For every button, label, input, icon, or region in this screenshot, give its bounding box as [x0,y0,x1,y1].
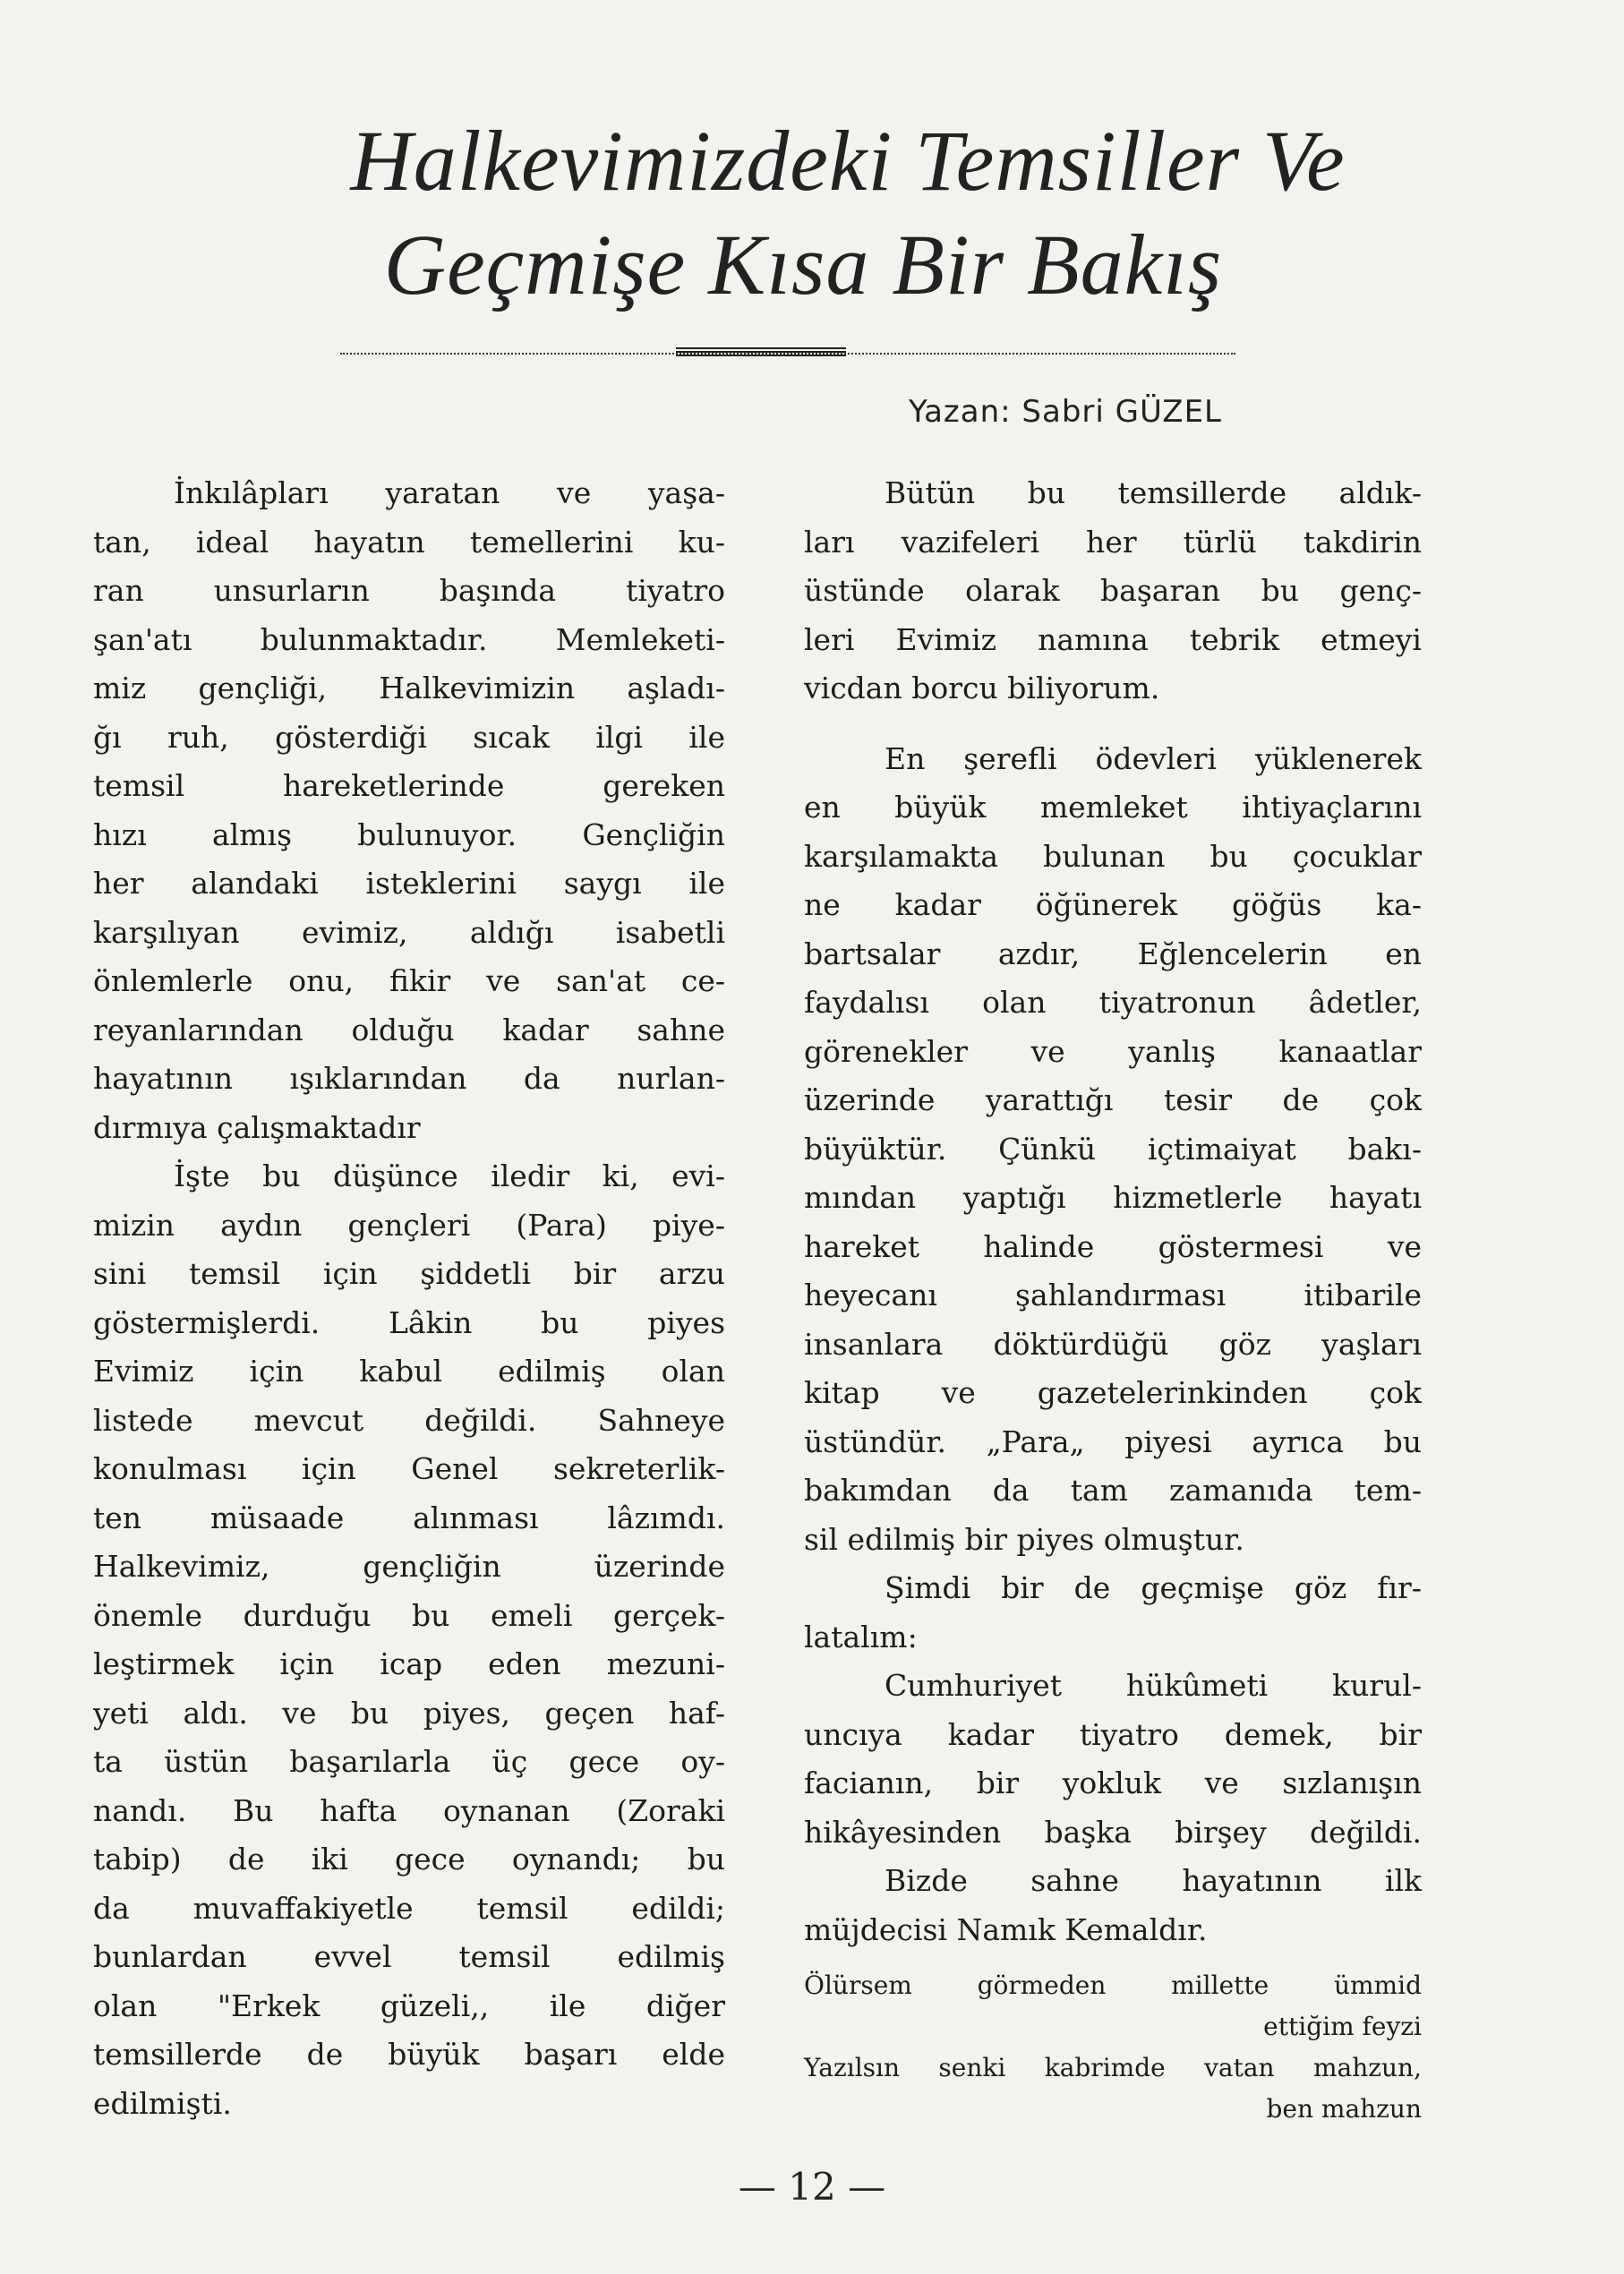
article-title-line-2: Geçmişe Kısa Bir Bakış [383,217,1223,312]
text-line: leştirmek için icap eden mezuni- [93,1646,725,1681]
text-line: olan "Erkek güzeli,, ile diğer [93,1988,725,2023]
text-line: nandı. Bu hafta oynanan (Zoraki [93,1792,725,1828]
text-line: hayatının ışıklarından da nurlan- [93,1061,725,1096]
text-line: reyanlarından olduğu kadar sahne [93,1012,725,1047]
poem-line: ben mahzun [1266,2094,1422,2124]
text-line: insanlara döktürdüğü göz yaşları [804,1326,1422,1362]
text-line: önemle durduğu bu emeli gerçek- [93,1597,725,1633]
text-line: mından yaptığı hizmetlerle hayatı [804,1180,1422,1215]
right-column [804,469,1422,1954]
text-line: sil edilmiş bir piyes olmuştur. [804,1521,1244,1557]
article-title-line-1: Halkevimizdeki Temsiller Ve [350,113,1346,209]
text-line: şan'atı bulunmaktadır. Memleketi- [93,621,725,657]
text-line: bartsalar azdır, Eğlencelerin en [804,936,1422,971]
poem-line: Ölürsem görmeden millette ümmid [804,1971,1422,2000]
text-line: listede mevcut değildi. Sahneye [93,1402,725,1438]
text-line: leri Evimiz namına tebrik etmeyi [804,621,1422,657]
text-line: temsil hareketlerinde gereken [93,768,725,803]
text-line: bakımdan da tam zamanıda tem- [804,1473,1422,1508]
text-line: en büyük memleket ihtiyaçlarını [804,790,1422,825]
text-line: facianın, bir yokluk ve sızlanışın [804,1765,1422,1800]
text-line: ne kadar öğünerek göğüs ka- [804,887,1422,922]
text-line: En şerefli ödevleri yüklenerek [885,740,1422,776]
text-line: ta üstün başarılarla üç gece oy- [93,1744,725,1779]
text-line: bunlardan evvel temsil edilmiş [93,1939,725,1974]
text-line: ran unsurların başında tiyatro [93,573,725,608]
page-number: — 12 — [738,2165,886,2209]
text-line: İşte bu düşünce iledir ki, evi- [174,1158,725,1193]
title-divider [340,347,1235,360]
text-line: üstündür. „Para„ piyesi ayrıca bu [804,1423,1422,1459]
text-line: yeti aldı. ve bu piyes, geçen haf- [93,1695,725,1731]
text-line: Halkevimiz, gençliğin üzerinde [93,1549,725,1584]
text-line: müjdecisi Namık Kemaldır. [804,1911,1208,1947]
poem-line: Yazılsın senki kabrimde vatan mahzun, [804,2053,1422,2082]
text-line: vicdan borcu biliyorum. [804,671,1160,705]
text-line: faydalısı olan tiyatronun âdetler, [804,985,1422,1020]
text-line: Evimiz için kabul edilmiş olan [93,1354,725,1389]
text-line: üstünde olarak başaran bu genç- [804,573,1422,608]
left-column [93,469,725,2128]
divider-center-bar [676,347,846,358]
text-line: heyecanı şahlandırması itibarile [804,1278,1422,1312]
text-line: latalım: [804,1619,918,1654]
text-line: Bizde sahne hayatının ilk [885,1863,1422,1898]
poem-quote [804,1965,1422,2130]
text-line: hikâyesinden başka birşey değildi. [804,1814,1422,1850]
text-line: karşılamakta bulunan bu çocuklar [804,838,1422,874]
text-line: hızı almış bulunuyor. Gençliğin [93,816,725,852]
text-line: miz gençliği, Halkevimizin aşladı- [93,671,725,705]
text-line: uncıya kadar tiyatro demek, bir [804,1716,1422,1752]
text-line: sini temsil için şiddetli bir arzu [93,1256,725,1291]
text-line: Cumhuriyet hükûmeti kurul- [885,1668,1422,1703]
text-line: İnkılâpları yaratan ve yaşa- [174,475,725,510]
text-line: da muvaffakiyetle temsil edildi; [93,1890,725,1926]
text-line: temsillerde de büyük başarı elde [93,2037,725,2072]
text-line: mizin aydın gençleri (Para) piye- [93,1207,725,1243]
text-line: büyüktür. Çünkü içtimaiyat bakı- [804,1131,1422,1167]
text-line: her alandaki isteklerini saygı ile [93,866,725,901]
text-line: Şimdi bir de geçmişe göz fır- [885,1570,1422,1605]
text-line: ları vazifeleri her türlü takdirin [804,524,1422,560]
text-line: dırmıya çalışmaktadır [93,1109,421,1145]
text-line: üzerinde yarattığı tesir de çok [804,1082,1422,1117]
text-line: önlemlerle onu, fikir ve san'at ce- [93,963,725,998]
text-line: göstermişlerdi. Lâkin bu piyes [93,1304,725,1340]
text-line: görenekler ve yanlış kanaatlar [804,1033,1422,1069]
text-line: Bütün bu temsillerde aldık- [885,475,1422,510]
text-line: tabip) de iki gece oynandı; bu [93,1842,725,1876]
text-line: ten müsaade alınması lâzımdı. [93,1500,725,1535]
text-line: kitap ve gazetelerinkinden çok [804,1375,1422,1410]
author-byline: Yazan: Sabri GÜZEL [909,394,1222,430]
text-line: tan, ideal hayatın temellerini ku- [93,524,725,560]
text-line: karşılıyan evimiz, aldığı isabetli [93,914,725,950]
text-line: konulması için Genel sekreterlik- [93,1451,725,1486]
text-line: edilmişti. [93,2085,232,2121]
text-line: hareket halinde göstermesi ve [804,1228,1422,1264]
poem-line: ettiğim feyzi [1263,2012,1422,2041]
text-line: ğı ruh, gösterdiği sıcak ilgi ile [93,719,725,755]
